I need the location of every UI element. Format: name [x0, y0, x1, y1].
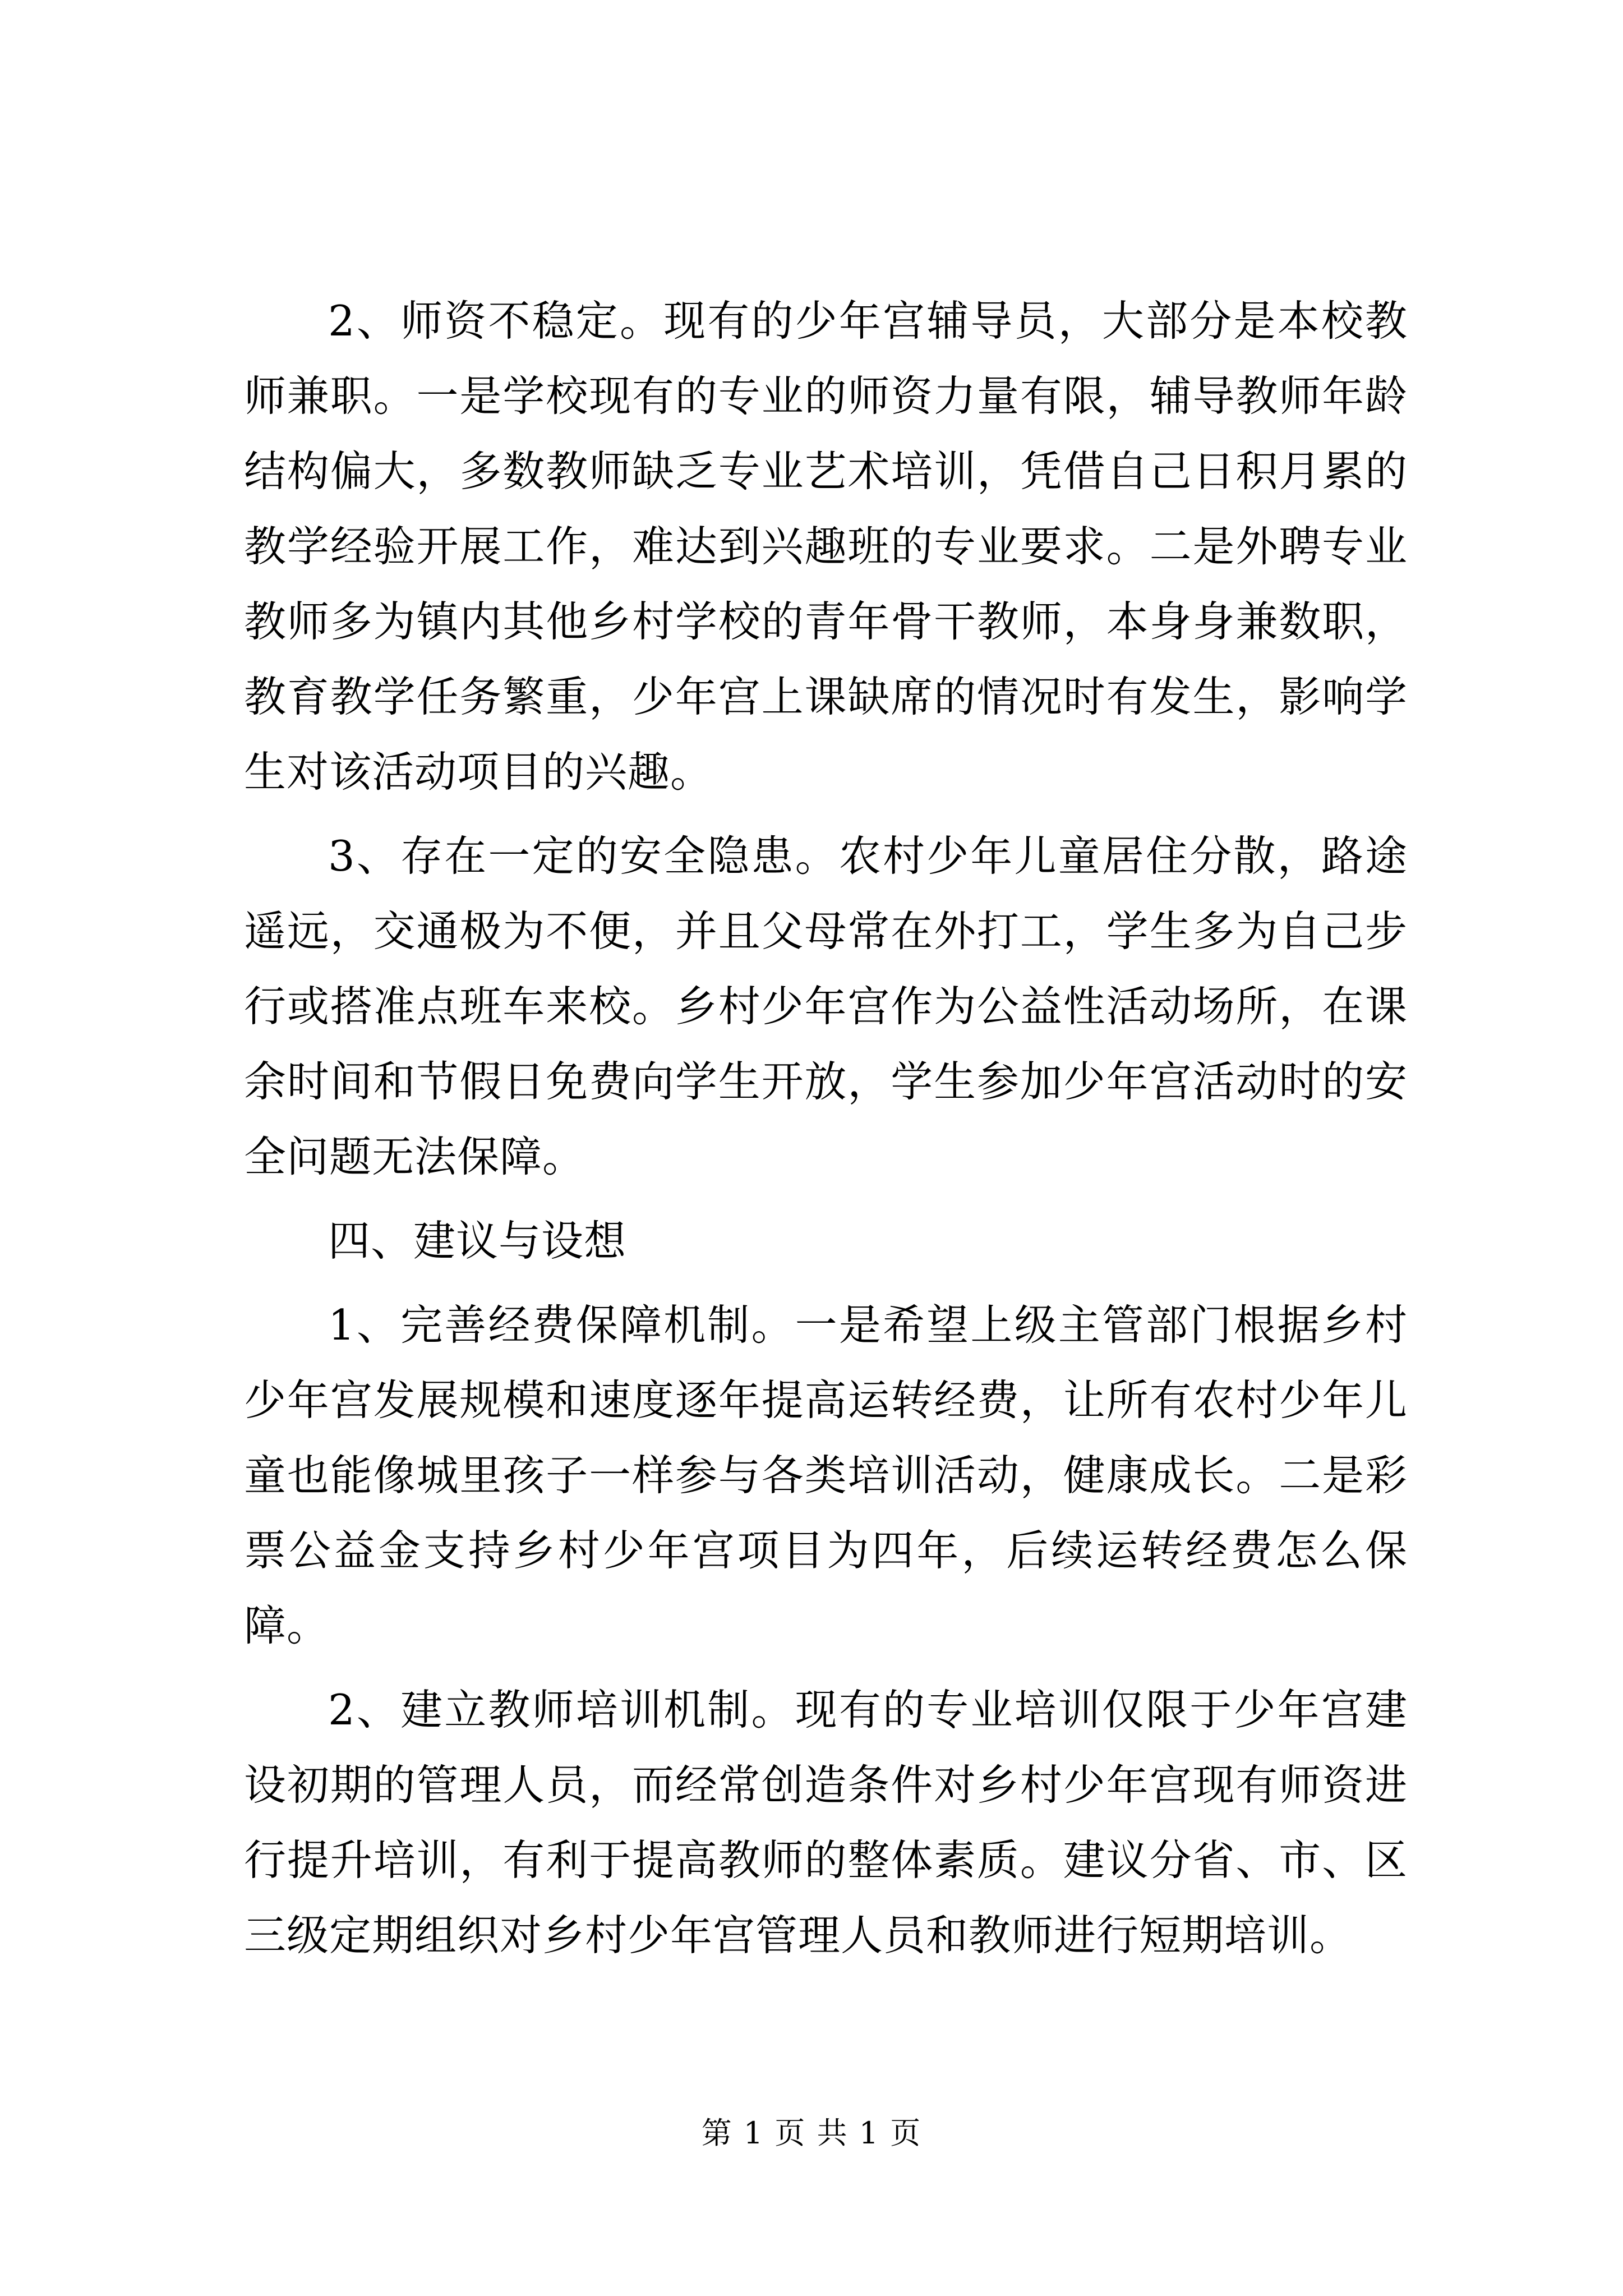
- paragraph-teacher-training: 2、建立教师培训机制。现有的专业培训仅限于少年宫建设初期的管理人员，而经常创造条件对乡村少年宫现有师资进行提升培训，有利于提高教师的整体素质。建议分省、市、区三级定期组织对乡村少年宫管理人员和教师进行短期培训。: [244, 1685, 1408, 1960]
- section-heading-suggestions: 四、建议与设想: [328, 1216, 627, 1266]
- paragraph-funding-mechanism: 1、完善经费保障机制。一是希望上级主管部门根据乡村少年宫发展规模和速度逐年提高运转经费，让所有农村少年儿童也能像城里孩子一样参与各类培训活动，健康成长。二是彩票公益金支持乡村少年宫项目为四年，后续运转经费怎么保障。: [244, 1300, 1408, 1650]
- paragraph-teacher-instability: 2、师资不稳定。现有的少年宫辅导员，大部分是本校教师兼职。一是学校现有的专业的师资力量有限，辅导教师年龄结构偏大，多数教师缺乏专业艺术培训，凭借自己日积月累的教学经验开展工作，难达到兴趣班的专业要求。二是外聘专业教师多为镇内其他乡村学校的青年骨干教师，本身身兼数职，教育教学任务繁重，少年宫上课缺席的情况时有发生，影响学生对该活动项目的兴趣。: [244, 296, 1408, 797]
- page-number-footer: 第 1 页 共 1 页: [701, 2115, 922, 2151]
- document-body: [244, 283, 1408, 1973]
- paragraph-safety-hazard: 3、存在一定的安全隐患。农村少年儿童居住分散，路途遥远，交通极为不便，并且父母常在外打工，学生多为自己步行或搭准点班车来校。乡村少年宫作为公益性活动场所，在课余时间和节假日免费向学生开放，学生参加少年宫活动时的安全问题无法保障。: [244, 831, 1408, 1181]
